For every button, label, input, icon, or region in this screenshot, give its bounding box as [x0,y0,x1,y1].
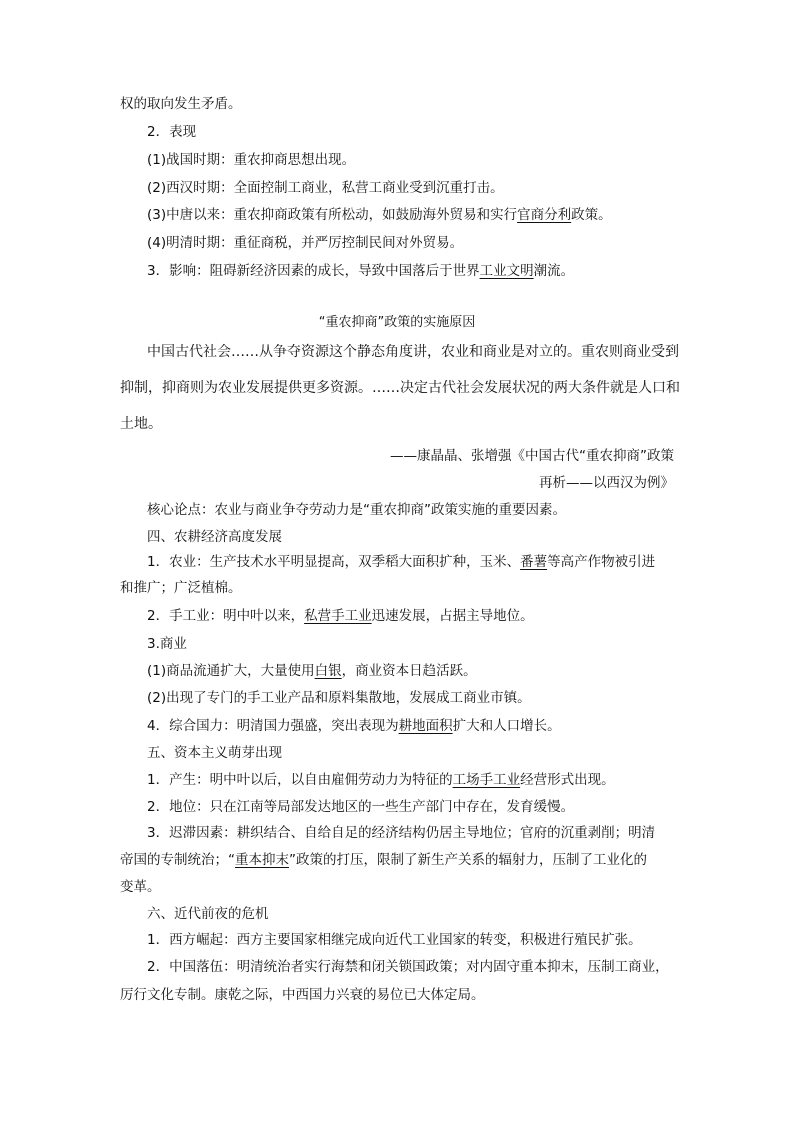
list-item [147,552,655,572]
underlined-term: 工业文明 [479,263,534,279]
text-span: 潮流。 [533,263,575,279]
text-span: 变革。 [120,879,161,895]
list-item [147,688,531,708]
text-line [120,850,647,870]
text-span: (1)战国时期：重农抑商思想出现。 [147,152,356,168]
text-span: 四、农耕经济高度发展 [147,529,282,545]
list-item [147,606,534,626]
text-span: 再析——以西汉为例》 [539,475,674,491]
text-span: 权的取向发生矛盾。 [120,96,242,112]
list-item [147,661,477,681]
text-span: 2．手工业：明中叶以来， [147,608,305,624]
underlined-term: 私营手工业 [304,608,372,624]
core-point [147,500,566,520]
text-span: ——康晶晶、张增强《中国古代“重农抑商”政策 [390,448,674,464]
section-heading [147,743,282,763]
citation-line [390,446,674,466]
text-span: 政策。 [571,207,612,223]
text-span: 1．农业：生产技术水平明显提高，双季稻大面积扩种，玉米、 [147,554,521,570]
text-span: 3．迟滞因素：耕织结合、自给自足的经济结构仍居主导地位；官府的沉重剥削；明清 [147,825,656,841]
list-item [147,261,574,281]
underlined-term: 官商分利 [517,207,572,223]
text-span: ，商业资本日趋活跃。 [341,663,477,679]
text-line [120,578,242,598]
list-item [147,957,669,977]
text-span: (2)出现了专门的手工业产品和原料集散地，发展成工商业市镇。 [147,690,531,706]
citation-line [539,473,674,493]
quote-line [120,414,162,434]
section-heading [147,527,282,547]
text-span: “重农抑商”政策的实施原因 [318,315,476,330]
list-item [147,178,504,198]
quote-line [147,342,679,362]
text-span: 3．影响：阻碍新经济因素的成长，导致中国落后于世界 [147,263,480,279]
list-item [147,716,561,736]
text-span: 五、资本主义萌芽出现 [147,745,282,761]
text-span: 扩大和人口增长。 [452,718,561,734]
list-item [147,233,463,253]
text-span: 1．产生：明中叶以后，以自由雇佣劳动力为特征的 [147,772,453,788]
text-span: 土地。 [120,416,162,432]
text-span: 4．综合国力：明清国力强盛，突出表现为 [147,718,399,734]
box-title [0,313,794,333]
list-item [147,797,574,817]
quote-line [120,378,680,398]
list-item [147,205,612,225]
text-line [120,877,161,897]
underlined-term: 番薯 [520,554,548,570]
text-line [120,985,485,1005]
text-span: 中国古代社会……从争夺资源这个静态角度讲，农业和商业是对立的。重农则商业受到 [147,344,679,360]
text-span: (4)明清时期：重征商税，并严厉控制民间对外贸易。 [147,235,464,251]
underlined-term: 工场手工业 [452,772,521,788]
text-span: (3)中唐以来：重农抑商政策有所松动，如鼓励海外贸易和实行 [147,207,518,223]
underlined-term: 白银 [314,663,342,679]
text-span: 1．西方崛起：西方主要国家相继完成向近代工业国家的转变，积极进行殖民扩张。 [147,932,642,948]
section-heading [147,904,269,924]
text-span: 迅速发展，占据主导地位。 [371,608,534,624]
text-line [120,94,242,114]
text-span: 六、近代前夜的危机 [147,906,269,922]
text-span: (1)商品流通扩大，大量使用 [147,663,315,679]
text-span: 帝国的专制统治；“ [120,852,235,868]
text-span: (2)西汉时期：全面控制工商业，私营工商业受到沉重打击。 [147,180,504,196]
text-span: 等高产作物被引进 [547,554,656,570]
text-span: 2．中国落伍：明清统治者实行海禁和闭关锁国政策；对内固守重本抑末，压制工商业， [147,959,669,975]
list-item [147,823,655,843]
text-span: 和推广；广泛植棉。 [120,580,242,596]
underlined-term: 耕地面积 [398,718,453,734]
text-span: 3.商业 [147,636,187,652]
text-span: 2．表现 [147,124,197,140]
underlined-term: 重本抑末 [235,852,289,868]
text-span: 经营形式出现。 [520,772,615,788]
list-item [147,150,355,170]
text-span: 抑制，抑商则为农业发展提供更多资源。……决定古代社会发展状况的两大条件就是人口和 [120,380,680,396]
list-item [147,770,615,790]
text-span: 厉行文化专制。康乾之际，中西国力兴衰的易位已大体定局。 [120,987,485,1003]
text-span: ”政策的打压，限制了新生产关系的辐射力，压制了工业化的 [289,852,647,868]
section-heading [147,634,187,654]
list-item [147,930,642,950]
text-span: 核心论点：农业与商业争夺劳动力是“重农抑商”政策实施的重要因素。 [147,502,566,518]
text-span: 2．地位：只在江南等局部发达地区的一些生产部门中存在，发育缓慢。 [147,799,575,815]
section-heading [147,122,196,142]
